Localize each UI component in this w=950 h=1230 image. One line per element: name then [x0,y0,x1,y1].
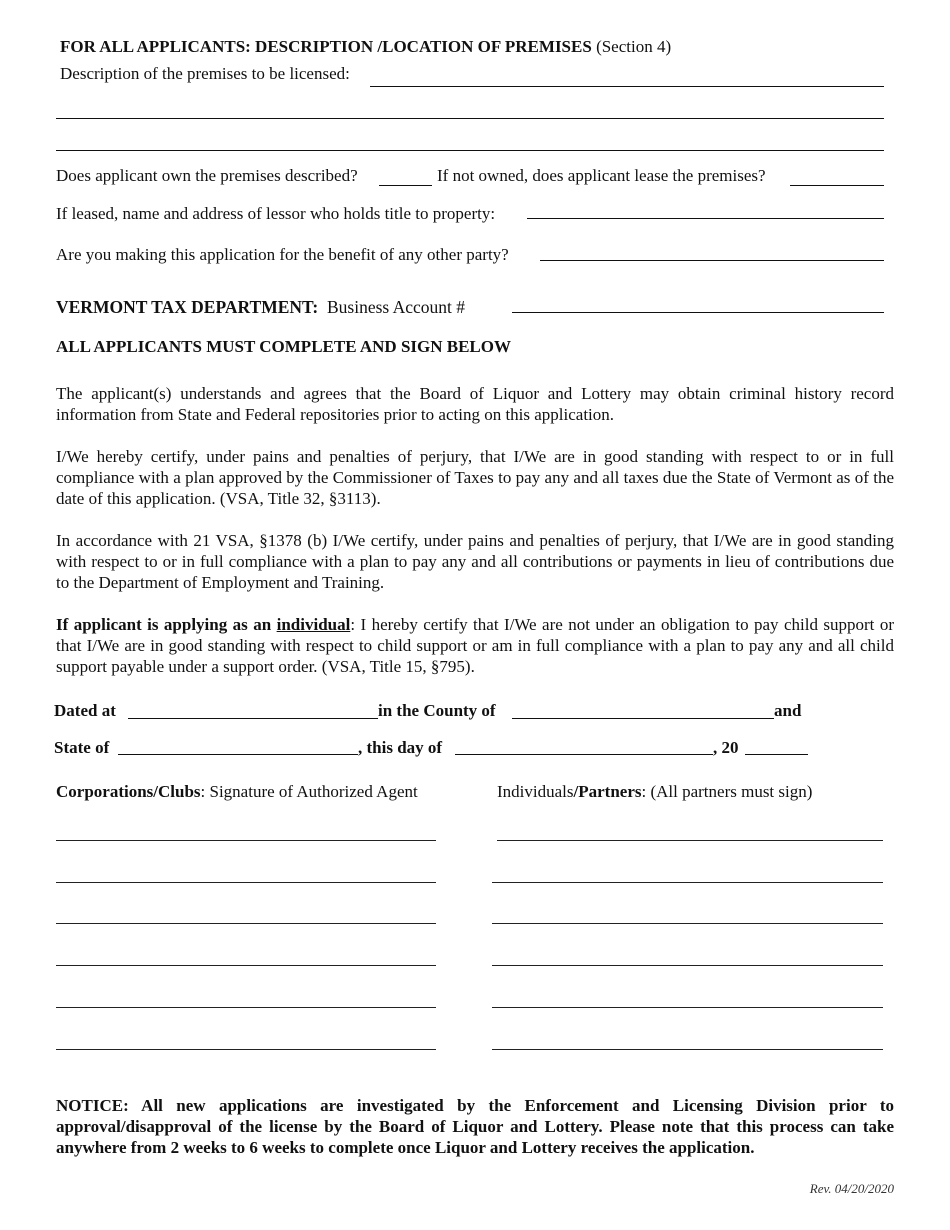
description-field-line-2[interactable] [56,118,884,119]
benefit-label: Are you making this application for the benefit of any other party? [56,245,509,264]
corp-signature-line-4[interactable] [56,965,436,966]
business-account-field[interactable] [512,312,884,313]
partners-label: /Partners [573,782,642,801]
all-partners-label: : (All partners must sign) [641,782,813,801]
lessor-field[interactable] [527,218,884,219]
tax-label-bold: VERMONT TAX DEPARTMENT: [56,297,319,317]
lease-premises-label: If not owned, does applicant lease the premises? [437,166,766,185]
corp-signature-line-5[interactable] [56,1007,436,1008]
partner-signature-line-2[interactable] [492,882,883,883]
corporations-clubs-label: Corporations/Clubs [56,782,201,801]
section-heading-bold: FOR ALL APPLICANTS: DESCRIPTION /LOCATION OF PREMISES [60,37,592,56]
state-field[interactable] [118,754,358,755]
individuals-signature-label [497,782,812,802]
tax-label-account: Business Account # [326,297,466,317]
dated-at-field[interactable] [128,718,378,719]
section-heading [60,37,671,57]
state-of-label: State of [54,738,110,757]
individuals-label: Individuals [497,782,574,801]
dated-at-label: Dated at [54,701,116,720]
section-heading-number: (Section 4) [596,37,672,56]
child-support-text: : I hereby certify that I/We are not under an obligation to pay child support or that I/We are in good standing with respect to child support or am in full compliance with a plan to pay any and all child support payable under a support order. (VSA, Title 15, §795). [56,615,895,676]
child-support-paragraph [56,614,894,677]
county-label: in the County of [378,701,496,720]
lessor-label: If leased, name and address of lessor who holds title to property: [56,204,496,223]
description-field-line-1[interactable] [370,86,884,87]
tax-label [56,297,465,318]
employment-certification-paragraph: In accordance with 21 VSA, §1378 (b) I/We certify, under pains and penalties of perjury, that I/We are in good standing with respect to or in full compliance with a plan to pay any and all contributions or payments in lieu of contributions due to the Department of Employment and Training. [56,531,894,592]
authorized-agent-label: : Signature of Authorized Agent [200,782,418,801]
notice-paragraph: NOTICE: All new applications are investigated by the Enforcement and Licensing Division prior to approval/disapproval of the license by the Board of Liquor and Lottery. Please note that this process can take anywhere from 2 weeks to 6 weeks to complete once Liquor and Lottery receives the application. [56,1096,894,1157]
corporations-signature-label [56,782,418,802]
corp-signature-line-1[interactable] [56,840,436,841]
criminal-history-paragraph: The applicant(s) understands and agrees that the Board of Liquor and Lottery may obtain criminal history record information from State and Federal repositories prior to acting on this application. [56,384,894,424]
corp-signature-line-2[interactable] [56,882,436,883]
own-premises-field[interactable] [379,185,432,186]
corp-signature-line-6[interactable] [56,1049,436,1050]
corp-signature-line-3[interactable] [56,923,436,924]
partner-signature-line-3[interactable] [492,923,883,924]
year-label: , 20 [713,738,739,757]
year-field[interactable] [745,754,808,755]
benefit-field[interactable] [540,260,884,261]
partner-signature-line-5[interactable] [492,1007,883,1008]
this-day-label: , this day of [358,738,443,757]
individual-term: individual [276,615,351,634]
county-field[interactable] [512,718,774,719]
lease-premises-field[interactable] [790,185,884,186]
day-field[interactable] [455,754,713,755]
own-premises-label: Does applicant own the premises described? [56,166,358,185]
partner-signature-line-1[interactable] [497,840,883,841]
tax-certification-paragraph: I/We hereby certify, under pains and penalties of perjury, that I/We are in good standing with respect to or in full compliance with a plan approved by the Commissioner of Taxes to pay any and all taxes due the State of Vermont as of the date of this application. (VSA, Title 32, §3113). [56,447,894,508]
partner-signature-line-4[interactable] [492,965,883,966]
revision-date: Rev. 04/20/2020 [809,1181,894,1196]
sign-heading: ALL APPLICANTS MUST COMPLETE AND SIGN BELOW [56,337,511,356]
description-field-line-3[interactable] [56,150,884,151]
and-label: and [774,701,802,720]
child-support-lead: If applicant is applying as an [56,615,277,634]
description-label: Description of the premises to be licensed: [60,64,350,83]
partner-signature-line-6[interactable] [492,1049,883,1050]
